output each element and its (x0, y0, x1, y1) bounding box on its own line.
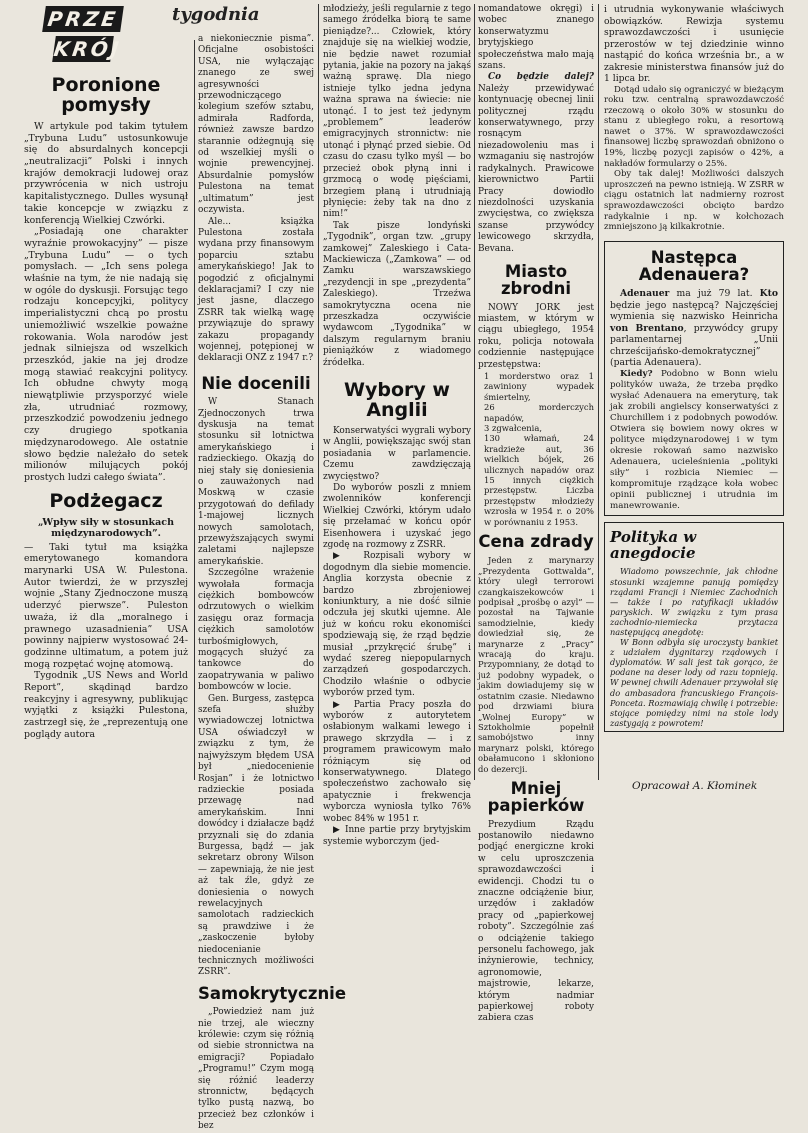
list-item: 26 morderczych napadów, (484, 402, 594, 423)
paragraph: W Stanach Zjednoczonych trwa dyskusja na temat stosunku sił lotnictwa amerykańskiego i radzieckiego. Okazją do niej stały się doniesienia o zauważonych nad Moskwą w czasie przygotowań do defilady 1-majowej licznych nowych samolotach, przewyższających swymi zaletami najlepsze amerykańskie. (198, 397, 314, 567)
article-title-nastepca: Następca Adenauera? (638, 247, 750, 285)
przekroj-logo (36, 6, 132, 66)
paragraph-text: ma już 79 lat. (669, 288, 760, 300)
paragraph: ▶ Partia Pracy poszła do wyborów z autorytetem osłabionym walkami lewego i prawego skrzydła — i z programem prawicowym mało różniącym się od konserwatywnego. Dlatego społeczeństwo zachowało się apatycznie i frekwencja wyborcza wyniosła tylko 76% wobec 84% w 1951 r. (323, 699, 471, 824)
paragraph: Gen. Burgess, zastępca szefa służby wywiadowczej lotnictwa USA oświadczył w związku z tym, że najwyższym błędem USA był „niedocenienie Rosjan” i że lotnictwo radzieckie posiada przewagę nad amerykańskim. Inni dowódcy i działacze bądź przyznali się do zdania Burgessa, bądź — jak sekretarz obrony Wilson — zapewniają, że nie jest aż tak źle, gdyż ze doniesienia o nowych rewelacyjnych samolotach radzieckich są prawdziwe i że „zaskoczenie byłoby niedocenianie technicznych możliwości ZSRR”. (198, 693, 314, 978)
article-box-adenauer (604, 241, 784, 516)
paragraph: Tygodnik „US News and World Report”, skądinąd bardzo reakcyjny i agresywny, publikując wyjątki z książki Pulestona, zastrzegł się, że „reprezentują one poglądy autora (24, 670, 188, 740)
article-subtitle: „Wpływ siły w stosunkach międzynarodowych”. (38, 516, 174, 539)
paragraph-text: , przywódcy grupy parlamentarnej „Unii chrześcijańsko-demokratycznej” (partia Adenauera). (610, 322, 778, 369)
article-title-podzegacz: Podżegacz (49, 489, 163, 512)
paragraph: W Bonn odbyła się uroczysty bankiet z udziałem dygnitarzy rządowych i dyplomatów. W sali jest tak gorąco, że podane na deser lody od razu topnieją. W pewnej chwili Adenauer przywołał się do ambasadora francuskiego François-Ponceta. Rozmawiają chwilę i potrzebie: stojące pomiędzy nimi na stole lody zastygają z powrotem! (610, 637, 778, 728)
article-title-polityka-w-anegdocie: Polityka w anegdocie (610, 527, 697, 562)
column-rule (318, 4, 319, 780)
paragraph: NOWY JORK jest miastem, w którym w ciągu ubiegłego, 1954 roku, policja notowała codziennie następujące przestępstwa: (478, 302, 594, 370)
article-title-wybory: Wybory w Anglii (344, 379, 450, 421)
article-title-samokrytycznie: Samokrytycznie (198, 983, 347, 1003)
paragraph: Tak pisze londyński „Tygodnik”, organ tzw. „grupy zamkowej” Zaleskiego i Cata-Mackiewicza („Zamkowa” — od Zamku warszawskiego „rezydencji in spe „prezydenta” Zaleskiego). Trzeźwa samokrytyczna ocena nie przeszkadza oczywiście wydawcom „Tygodnika” w dalszym regularnym braniu pieniążków z wiadomego źródełka. (323, 220, 471, 368)
paragraph: i utrudnia wykonywanie właściwych obowiązków. Rewizja systemu sprawozdawczości i usunięcie przerostów w tej dziedzinie winno nastąpić do końca września br., a w zakresie ministerstwa finansów już do 1 lipca br. (604, 4, 784, 84)
list-item: 1 morderstwo oraz 1 zawiniony wypadek śmiertelny, (484, 371, 594, 402)
article-title-cena-zdrady: Cena zdrady (478, 532, 594, 552)
name-adenauer: Adenauer (620, 288, 670, 300)
article-title-poronione: Poronione pomysły (51, 74, 161, 116)
column-rule (474, 4, 475, 780)
paragraph: — Taki tytuł ma książka emerytowanego komandora marynarki USA W. Pulestona. Autor twierdzi, że w przyszłej wojnie „Stany Zjednoczone muszą uderzyć pierwsze”. Puleston uważa, iż dla „moralnego i prawnego uzasadnienia” USA powinny najpierw wystosować 24-godzinne ultimatum, a potem już mogą rozpętać wojnę atomową. (24, 541, 188, 670)
list-item: 3 zgwałcenia, (484, 423, 543, 434)
column-rule (194, 40, 195, 780)
column-rule (598, 4, 599, 780)
paragraph: ▶ Inne partie przy brytyjskim systemie wyborczym (jed- (323, 825, 471, 847)
logo-line-1: PRZE (42, 6, 124, 32)
paragraph-text: Należy przewidywać kontynuację obecnej linii politycznej rządu konserwatywnego, przy rosnącym niezadowoleniu mas i wzmaganiu się nastrojów radykalnych. Prawicowe kierownictwo Partii Pracy dowiodło niezdolności uzyskania zwycięstwa, co zwiększa szanse przywódcy lewicowego skrzydła, Bevana. (478, 83, 594, 254)
paragraph-text: będzie jego następcą? Najczęściej wymienia się nazwisko Heinricha (610, 299, 778, 323)
paragraph: Dotąd udało się ograniczyć w bieżącym roku tzw. centralną sprawozdawczość rzeczową o około 30% w stosunku do stanu z ubiegłego roku, a resortową nawet o 37%. W sprawozdawczości finansowej liczbę sprawozdań obniżono o 19%, liczbę pozycji zapisów o 42%, a nakładów formularzy o 25%. (604, 84, 784, 169)
column-2 (198, 34, 347, 1133)
paragraph: nomandatowe okręgi) i wobec znanego konserwatyzmu brytyjskiego społeczeństwa mało mają szans. (478, 4, 594, 72)
paragraph: Ale... książka Pulestona została wydana przy finansowym poparciu sztabu amerykańskiego! Jak to pogodzić z oficjalnymi deklaracjami? I czy nie jest jasne, dlaczego ZSRR tak wielką wagę przywiązuje do sprawy zakazu propagandy wojennej, potępionej w deklaracji ONZ z 1947 r.? (198, 216, 314, 364)
list-item: 130 włamań, 24 kradzieże aut, 36 wielkich bójek, 26 ulicznych napadów oraz 15 innych ciężkich przestępstw. Liczba przestępstw młodzieży wzrosła w 1954 r. o 20% w porównaniu z 1953. (484, 433, 594, 527)
lead-kiedy: Kiedy? (620, 368, 653, 379)
paragraph: „Powiedzież nam już nie trzej, ale wieczny królewie: czym się różnią od siebie stronnictwa na emigracji? Popiadało „Programu!” Czym mogą się różnić leaderzy stronnictw, będących tylko pustą nazwą, bo przecież bez członków i bez (198, 1007, 314, 1132)
crime-list (484, 371, 594, 527)
paragraph: Jeden z marynarzy „Prezydenta Gottwalda”, który uległ terrorowi czangkaiszekowców i podpisał „prośbę o azyl” — pozostał na Tajwanie samodzielnie, kiedy dowiedział się, że marynarze z „Pracy” wracają do kraju. Przypomniany, że dotąd to już podobny wypadek, o jakim dowiadujemy się w ostatnim czasie. Niedawno pod drzwiami biura „Wolnej Europy” w Sztokholmie popełnił samobójstwo inny marynarz polski, którego obałamucono i skłoniono do dezercji. (478, 555, 594, 774)
article-title-mniej-papierkow: Mniej papierków (487, 778, 585, 816)
paragraph: Oby tak dalej! Możliwości dalszych uproszczeń na pewno istnieją. W ZSRR w ciągu ostatnich lat nadmierny rozrost sprawozdawczości obcięto bardzo radykalnie i np. w kołchozach zmniejszono ją kilkakrotnie. (604, 169, 784, 233)
paragraph: Prezydium Rządu postanowiło niedawno podjąć energiczne kroki w celu uproszczenia sprawozdawczości i ewidencji. Chodzi tu o znaczne odciążenie biur, urzędów i zakładów pracy od „papierkowej roboty”. Szczególnie zaś o odciążenie takiego personelu fachowego, jak inżynierowie, technicy, agronomowie, majstrowie, lekarze, którym nadmiar papierkowej roboty zabiera czas (478, 819, 594, 1024)
section-title: tygodnia (172, 4, 260, 25)
column-4 (478, 4, 594, 1025)
paragraph: Szczególne wrażenie wywołała formacja ciężkich bombowców odrzutowych o wielkim zasięgu oraz formacja ciężkich samolotów turbośmigłowych, mogących służyć za tankowce do zaopatrywania w paliwo bombowców w locie. (198, 568, 314, 693)
paragraph: a niekoniecznie pisma”. Oficjalne osobistości USA, nie wyłączając znanego ze swej agresywności przewodniczącego kolegium szefów sztabu, admirała Radforda, również zawsze bardzo starannie odżegnują się od wszelkiej myśli o wojnie prewencyjnej. Absurdalnie pomysłów Pulestona na temat „ultimatum” jest oczywista. (198, 34, 314, 216)
paragraph: Do wyborów poszli z mniem zwolenników konferencji Wielkiej Czwórki, którym udało się przełamać w końcu opór Eisenhowera i uzyskać jego zgodę na rozmowy z ZSRR. (323, 482, 471, 550)
paragraph: Konserwatyści wygrali wybory w Anglii, powiększając swój stan posiadania w parlamencie. Czemu zawdzięczają zwycięstwo? (323, 425, 471, 482)
name-brentano: von Brentano (610, 322, 684, 334)
lead-question: Co będzie dalej? (488, 72, 594, 83)
paragraph-text: Podobno w Bonn wielu polityków uważa, że trzeba prędko wysłać Adenauera na emeryturę, tak jak zrobili angielscy konserwatyści z Churchillem i z podobnych powodów. Otwiera się bowiem nowy okres w polityce międzynarodowej i w tym okresie rokowań samo nazwisko Adenauera, ucieleśnienia „polityki siły” i rozbicia Niemiec — kompromituje rządzące koła wobec opinii publicznej i utrudnia im manewrowanie. (610, 368, 778, 511)
author-signature: Opracował A. Kłominek (632, 780, 758, 792)
article-box-anegdota (604, 522, 784, 732)
article-title-nie-docenili: Nie docenili (201, 373, 311, 393)
column-1 (24, 72, 188, 741)
article-title-miasto-zbrodni: Miasto zbrodni (500, 261, 572, 299)
paragraph: „Posiadają one charakter wyraźnie prowokacyjny” — pisze „Trybuna Ludu” — o tych pomysłach. — „Ich sens polega właśnie na tym, że nie nadają się w ogóle do dyskusji. Forsując tego rodzaju koncepcyjki, politycy imperialistyczni chcą po prostu uniemożliwić wszelkie poważne rokowania. Wola narodów jest jednak silniejsza od wszelkich przeszkód, jakie na jej drodze mogą stawiać reakcyjni politycy. Ich obłudne chwyty mogą niewątpliwie przysporzyć wiele zła, utrudniać rozmowy, przeszkodzić powodzeniu jednego czy drugiego spotkania międzynarodowego. Ale ostatnie słowo będzie należało do setek milionów milujących pokój prostych ludzi całego świata”. (24, 226, 188, 483)
paragraph: Wiadomo powszechnie, jak chłodne stosunki wzajemne panują pomiędzy rządami Francji i Niemiec Zachodnich — także i po ratyfikacji układów paryskich. W związku z tym prasa zachodnio-niemiecka przytacza następującą anegdotę: (610, 566, 778, 637)
logo-line-2: KRÓJ (52, 37, 124, 61)
lead-kto: Kto (759, 288, 778, 300)
paragraph: W artykule pod takim tytułem „Trybuna Ludu” ustosunkowuje się do absurdalnych koncepcji „neutralizacji” Polski i innych krajów demokracji ludowej oraz przywrócenia w nich ustroju kapitalistycznego. Dulles wysunął takie koncepcje w związku z konferencją Wielkiej Czwórki. (24, 120, 188, 226)
column-3 (323, 4, 471, 848)
paragraph: młodzieży, jeśli regularnie z tego samego źródełka biorą te same pieniądze?... Człowiek, który znajduje się na wielkiej wodzie, nie będzie nawet rozumiał pytania, jakie na pozory na jakąś ważną sprawę. Dla niego istnieje tylko jedna jedyna ważna sprawa na świecie: nie utonąć. I to jest też jedynym „problemem” leaderów emigracyjnych stronnictw: nie utonąć i płynąć przed siebie. Od czasu do czasu tylko myśl — bo przecież obok płyną inni i grzmocą o wodę pięściami, brzegiem płaną i utrudniają płynięcie: żeby tak na dno z nim!” (323, 4, 471, 220)
paragraph: ▶ Rozpisali wybory w dogodnym dla siebie momencie. Anglia korzysta obecnie z bardzo zbrojeniowej koniunktury, a nie dość silnie odczuła jej skutki ujemne. Ale już w końcu roku ekonomiści spodziewają się, że rząd będzie musiał „przykręcić śrubę” i wydać szereg niepopularnych zarządzeń gospodarczych. Chodziło właśnie o odbycie wyborów przed tym. (323, 551, 471, 699)
column-5 (604, 4, 784, 732)
